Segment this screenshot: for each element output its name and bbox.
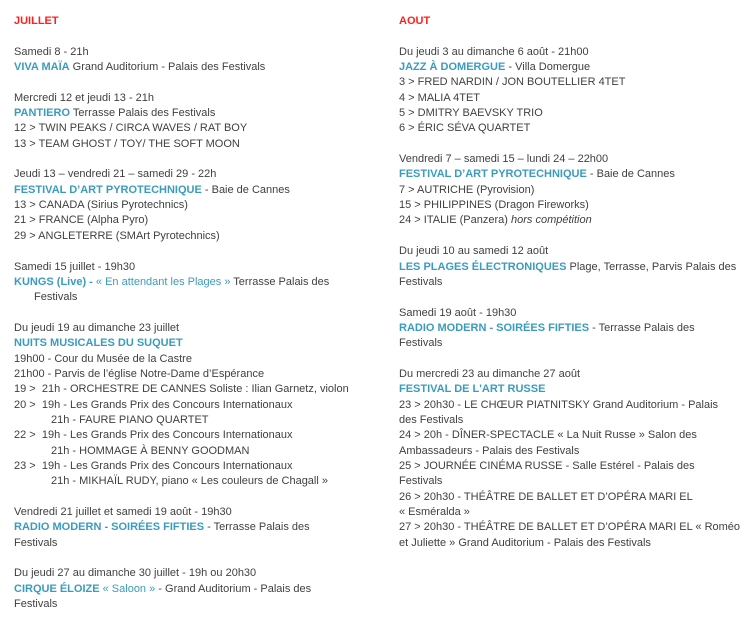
event-line: [14, 45, 397, 60]
event-line: [14, 520, 397, 535]
text-run: 12 > TWIN PEAKS / CIRCA WAVES / RAT BOY: [14, 122, 248, 135]
event-line: [399, 213, 744, 228]
event-line: [14, 229, 397, 244]
event-line: [399, 275, 744, 290]
event-line: [399, 167, 744, 182]
juillet-column: [14, 14, 397, 612]
text-run: Festivals: [34, 291, 78, 304]
aout-column: [399, 14, 744, 551]
text-run: - Terrasse Palais des: [204, 521, 310, 534]
text-run: 5 > DMITRY BAEVSKY TRIO: [399, 107, 543, 120]
month-header-text: AOUT: [399, 15, 431, 27]
text-run: Jeudi 13 – vendredi 21 – samedi 29 - 22h: [14, 168, 217, 181]
event-line: [14, 505, 397, 520]
text-run: 20 > 19h - Les Grands Prix des Concours Internationaux: [14, 398, 293, 411]
event-name: JAZZ À DOMERGUE: [399, 61, 506, 74]
text-run: 23 > 19h - Les Grands Prix des Concours Internationaux: [14, 459, 293, 472]
event-line: [14, 367, 397, 382]
event-name: FESTIVAL D’ART PYROTECHNIQUE: [14, 183, 202, 196]
text-run: Samedi 8 - 21h: [14, 45, 89, 58]
event-name: FESTIVAL DE L'ART RUSSE: [399, 383, 546, 396]
text-run: 22 > 19h - Les Grands Prix des Concours Internationaux: [14, 429, 293, 442]
event-name: FESTIVAL D’ART PYROTECHNIQUE: [399, 168, 587, 181]
text-run: 26 > 20h30 - THÉÂTRE DE BALLET ET D’OPÉRA MARI EL: [399, 490, 693, 503]
text-run: et Juliette » Grand Auditorium - Palais des Festivals: [399, 536, 651, 549]
text-run: Samedi 19 août - 19h30: [399, 306, 517, 319]
text-run: Vendredi 21 juillet et samedi 19 août - 19h30: [14, 506, 232, 518]
text-run: Vendredi 7 – samedi 15 – lundi 24 – 22h00: [399, 153, 609, 166]
text-run: Terrasse Palais des Festivals: [70, 107, 216, 120]
event-name: LES PLAGES ÉLECTRONIQUES: [399, 260, 567, 273]
text-run: Du jeudi 3 au dimanche 6 août - 21h00: [399, 45, 589, 58]
blank-line: [14, 244, 397, 259]
event-name: RADIO MODERN - SOIRÉES FIFTIES: [399, 321, 590, 334]
event-line: [14, 566, 397, 581]
text-run: Festivals: [14, 598, 58, 611]
event-line: [399, 536, 744, 551]
month-header-text: JUILLET: [14, 15, 59, 27]
blank-line: [399, 29, 744, 44]
event-line: [399, 60, 744, 75]
event-line: [14, 582, 397, 597]
month-header: [14, 14, 397, 29]
event-name: KUNGS (Live) -: [14, 275, 96, 288]
text-run: 24 > ITALIE (Panzera): [399, 214, 511, 227]
event-line: [399, 336, 744, 351]
event-line: [14, 121, 397, 136]
event-line: [399, 106, 744, 121]
text-run: 7 > AUTRICHE (Pyrovision): [399, 183, 535, 196]
event-line: [399, 459, 744, 474]
event-line: [14, 290, 397, 305]
event-line: [14, 336, 397, 351]
event-line: [14, 213, 397, 228]
event-line: [399, 91, 744, 106]
text-run: 27 > 20h30 - THÉÂTRE DE BALLET ET D’OPÉRA MARI EL « Roméo: [399, 521, 741, 534]
event-line: [14, 60, 397, 75]
event-line: [399, 398, 744, 413]
event-line: [14, 398, 397, 413]
month-header: [399, 14, 744, 29]
text-run: Grand Auditorium - Palais des Festivals: [69, 61, 266, 74]
blank-line: [14, 75, 397, 90]
blank-line: [14, 306, 397, 321]
text-run: Festivals: [14, 536, 58, 549]
blank-line: [399, 290, 744, 305]
text-run: 19h00 - Cour du Musée de la Castre: [14, 352, 192, 365]
text-run: 3 > FRED NARDIN / JON BOUTELLIER 4TET: [399, 76, 626, 89]
text-run: 29 > ANGLETERRE (SMArt Pyrotechnics): [14, 229, 220, 242]
text-run: 6 > ÉRIC SÉVA QUARTET: [399, 122, 531, 135]
event-line: [399, 413, 744, 428]
event-line: [14, 91, 397, 106]
event-line: [14, 183, 397, 198]
event-name: CIRQUE ÉLOIZE: [14, 582, 103, 595]
event-line: [399, 121, 744, 136]
text-run: - Terrasse Palais des: [589, 321, 695, 334]
event-line: [399, 244, 744, 259]
text-run: 19 > 21h - ORCHESTRE DE CANNES Soliste : Ilian Garnetz, violon: [14, 383, 349, 396]
text-run: 21h - FAURE PIANO QUARTET: [51, 413, 209, 426]
text-run: 13 > TEAM GHOST / TOY/ THE SOFT MOON: [14, 137, 240, 150]
event-line: [14, 413, 397, 428]
text-run: 21h - HOMMAGE À BENNY GOODMAN: [51, 444, 250, 457]
text-run: 24 > 20h - DÎNER-SPECTACLE « La Nuit Russe » Salon des: [399, 429, 697, 442]
text-run: Du jeudi 27 au dimanche 30 juillet - 19h ou 20h30: [14, 567, 257, 580]
event-subtitle: « En attendant les Plages »: [95, 275, 231, 288]
text-run: des Festivals: [399, 413, 464, 426]
event-line: [14, 459, 397, 474]
event-line: [14, 275, 397, 290]
blank-line: [399, 229, 744, 244]
event-line: [399, 198, 744, 213]
event-line: [399, 444, 744, 459]
text-run: - Villa Domergue: [505, 61, 591, 74]
text-run: - Baie de Cannes: [201, 183, 290, 196]
event-name: NUITS MUSICALES DU SUQUET: [14, 337, 183, 350]
event-line: [399, 306, 744, 321]
event-line: [14, 198, 397, 213]
blank-line: [14, 29, 397, 44]
event-line: [14, 428, 397, 443]
event-line: [14, 321, 397, 336]
event-line: [14, 137, 397, 152]
event-line: [14, 444, 397, 459]
event-line: [14, 167, 397, 182]
blank-line: [14, 152, 397, 167]
blank-line: [14, 490, 397, 505]
text-run: Festivals: [399, 475, 443, 488]
text-run: Samedi 15 juillet - 19h30: [14, 260, 136, 273]
event-line: [399, 490, 744, 505]
text-run: 25 > JOURNÉE CINÉMA RUSSE - Salle Estérel - Palais des: [399, 459, 695, 472]
event-name: RADIO MODERN - SOIRÉES FIFTIES: [14, 521, 205, 534]
event-line: [399, 505, 744, 520]
event-name: PANTIERO: [14, 107, 71, 120]
event-line: [14, 106, 397, 121]
event-line: [399, 367, 744, 382]
event-line: [399, 321, 744, 336]
event-subtitle: « Saloon »: [102, 582, 156, 595]
text-run: 4 > MALIA 4TET: [399, 91, 481, 104]
text-run: Ambassadeurs - Palais des Festivals: [399, 444, 580, 457]
event-line: [399, 474, 744, 489]
italic-note: hors compétition: [511, 214, 592, 227]
text-run: Du jeudi 19 au dimanche 23 juillet: [14, 321, 180, 334]
text-run: Festivals: [399, 337, 443, 350]
event-line: [14, 536, 397, 551]
text-run: Du mercredi 23 au dimanche 27 août: [399, 367, 580, 380]
text-run: 13 > CANADA (Sirius Pyrotechnics): [14, 199, 188, 212]
event-name: VIVA MAÏA: [14, 61, 70, 74]
event-line: [399, 75, 744, 90]
event-line: [14, 474, 397, 489]
event-line: [399, 45, 744, 60]
event-line: [399, 152, 744, 167]
event-line: [399, 382, 744, 397]
text-run: 23 > 20h30 - LE CHŒUR PIATNITSKY Grand Auditorium - Palais: [399, 398, 719, 411]
event-line: [399, 183, 744, 198]
blank-line: [399, 352, 744, 367]
text-run: Du jeudi 10 au samedi 12 août: [399, 245, 549, 258]
event-line: [14, 352, 397, 367]
text-run: - Baie de Cannes: [586, 168, 675, 181]
text-run: 21h00 - Parvis de l’église Notre-Dame d’Espérance: [14, 367, 265, 380]
text-run: 21h - MIKHAÏL RUDY, piano « Les couleurs de Chagall »: [51, 475, 328, 488]
text-run: « Esméralda »: [399, 506, 470, 518]
text-run: - Grand Auditorium - Palais des: [155, 582, 312, 595]
blank-line: [14, 551, 397, 566]
text-run: Festivals: [399, 275, 443, 288]
text-run: Terrasse Palais des: [230, 275, 330, 288]
event-line: [399, 428, 744, 443]
event-line: [14, 382, 397, 397]
event-line: [14, 597, 397, 612]
blank-line: [399, 137, 744, 152]
text-run: 15 > PHILIPPINES (Dragon Fireworks): [399, 199, 589, 212]
event-line: [399, 260, 744, 275]
event-line: [399, 520, 744, 535]
text-run: Mercredi 12 et jeudi 13 - 21h: [14, 91, 155, 104]
text-run: 21 > FRANCE (Alpha Pyro): [14, 214, 149, 227]
text-run: Plage, Terrasse, Parvis Palais des: [566, 260, 737, 273]
event-line: [14, 260, 397, 275]
